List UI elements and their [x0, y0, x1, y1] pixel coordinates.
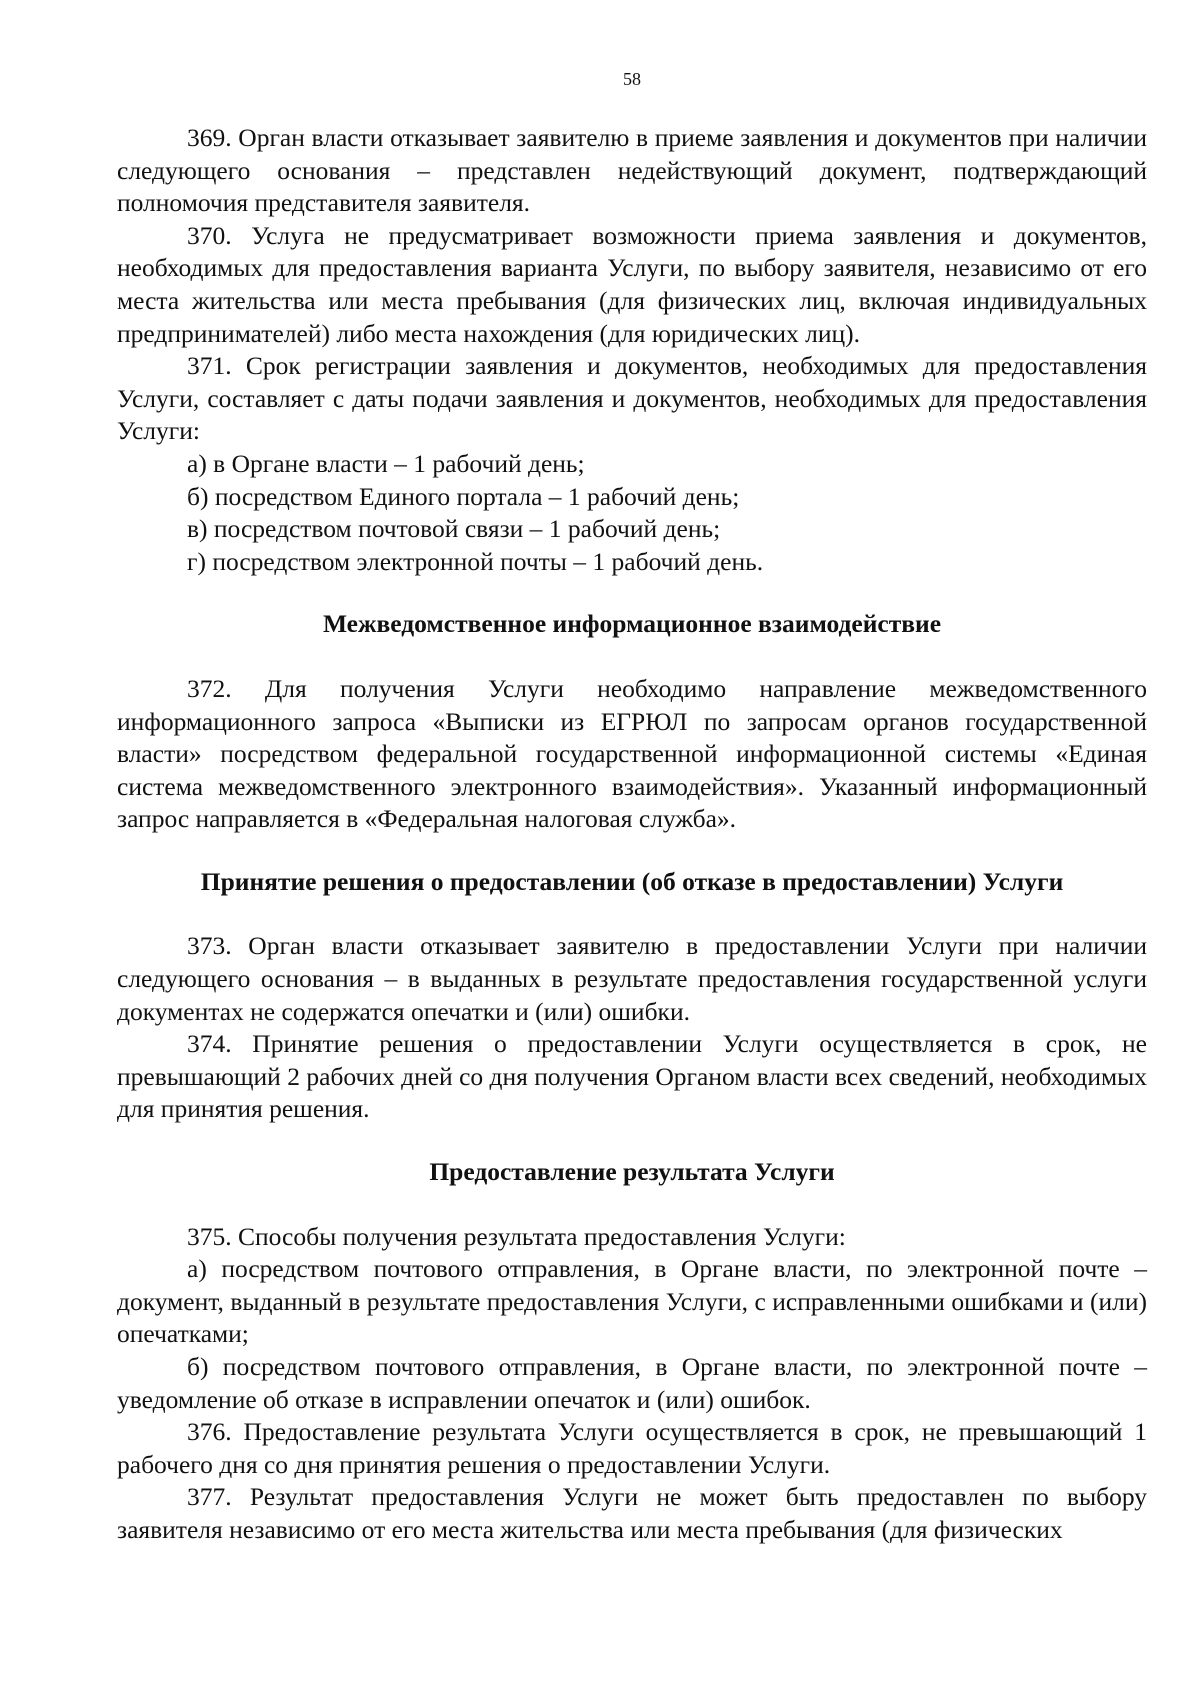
page-number: 58: [623, 69, 641, 89]
document-page: [117, 68, 1147, 1547]
paragraph-370: 370. Услуга не предусматривает возможности приема заявления и документов, необходимых для предоставления варианта Услуги, по выбору заявителя, независимо от его места жительства или места пребывания (для физических лиц, включая индивидуальных предпринимателей) либо места нахождения (для юридических лиц).: [117, 220, 1147, 348]
list-item-375-b: б) посредством почтового отправления, в Органе власти, по электронной почте – уведомление об отказе в исправлении опечаток и (или) ошибок.: [117, 1352, 1147, 1414]
list-item-a: а) в Органе власти – 1 рабочий день;: [187, 448, 585, 478]
section-heading-result: Предоставление результата Услуги: [429, 1157, 835, 1187]
list-item-v: в) посредством почтовой связи – 1 рабочий день;: [187, 514, 721, 544]
paragraph-375: 375. Способы получения результата предоставления Услуги:: [187, 1221, 846, 1251]
paragraph-369: 369. Орган власти отказывает заявителю в приеме заявления и документов при наличии следующего основания – представлен недействующий документ, подтверждающий полномочия представителя заявителя.: [117, 123, 1147, 218]
list-item-b: б) посредством Единого портала – 1 рабочий день;: [187, 481, 740, 511]
paragraph-374: 374. Принятие решения о предоставлении Услуги осуществляется в срок, не превышающий 2 рабочих дней со дня получения Органом власти всех сведений, необходимых для принятия решения.: [117, 1029, 1147, 1124]
section-heading-decision: Принятие решения о предоставлении (об отказе в предоставлении) Услуги: [200, 866, 1064, 896]
list-item-375-a: а) посредством почтового отправления, в Органе власти, по электронной почте – документ, выданный в результате предоставления Услуги, с исправленными ошибками и (или) опечатками;: [117, 1254, 1147, 1349]
paragraph-372: 372. Для получения Услуги необходимо направление межведомственного информационного запроса «Выписки из ЕГРЮЛ по запросам органов государственной власти» посредством федеральной государственной информационной системы «Единая система межведомственного электронного взаимодействия». Указанный информационный запрос направляется в «Федеральная налоговая служба».: [117, 673, 1147, 834]
paragraph-373: 373. Орган власти отказывает заявителю в предоставлении Услуги при наличии следующего основания – в выданных в результате предоставления государственной услуги документах не содержатся опечатки и (или) ошибки.: [117, 931, 1147, 1026]
paragraph-371: 371. Срок регистрации заявления и документов, необходимых для предоставления Услуги, составляет с даты подачи заявления и документов, необходимых для предоставления Услуги:: [117, 351, 1147, 446]
paragraph-376: 376. Предоставление результата Услуги осуществляется в срок, не превышающий 1 рабочего дня со дня принятия решения о предоставлении Услуги.: [117, 1417, 1147, 1479]
list-item-g: г) посредством электронной почты – 1 рабочий день.: [187, 546, 764, 576]
section-heading-interagency: Межведомственное информационное взаимодействие: [322, 609, 942, 639]
paragraph-377: 377. Результат предоставления Услуги не может быть предоставлен по выбору заявителя независимо от его места жительства или места пребывания (для физических: [117, 1482, 1147, 1544]
